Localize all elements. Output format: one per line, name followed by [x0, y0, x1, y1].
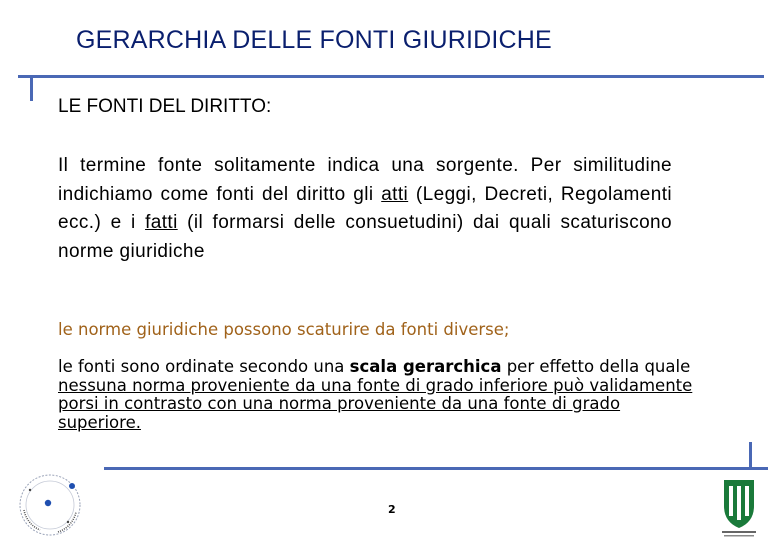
bullet-norme: le norme giuridiche possono scaturire da fonti diverse;: [58, 320, 510, 339]
bullet2-text-2: per effetto della quale: [501, 357, 691, 376]
top-left-tick: [30, 75, 33, 101]
paragraph-text-2: (Leggi, Decreti, Regolamenti ecc.) e i: [58, 183, 672, 233]
fatti-term: fatti: [145, 212, 178, 233]
paragraph-text-3: (il formarsi delle consuetudini) dai quali scaturiscono norme giuridiche: [58, 212, 672, 262]
bullet2-text-1: le fonti sono ordinate secondo una: [58, 357, 350, 376]
bottom-rule: [104, 467, 768, 470]
university-shield-logo: [716, 474, 780, 540]
bullet2-underlined-text: nessuna norma proveniente da una fonte di grado inferiore può validamente porsi in contrasto con una norma proveniente da una fonte di grado superiore.: [58, 375, 693, 432]
atti-term: atti: [381, 183, 409, 205]
bullet-gerarchia: [58, 358, 698, 432]
page-number: 2: [388, 503, 396, 516]
bottom-right-tick: [749, 442, 752, 470]
slide-title: GERARCHIA DELLE FONTI GIURIDICHE: [76, 26, 552, 54]
definition-paragraph: [58, 152, 672, 266]
scala-gerarchica-term: scala gerarchica: [349, 357, 502, 376]
top-rule: [18, 75, 764, 78]
astronomy-institute-logo: [10, 470, 90, 540]
section-heading: LE FONTI DEL DIRITTO:: [58, 96, 272, 117]
paragraph-text-1: Il termine fonte solitamente indica una sorgente. Per similitudine indichiamo come fonti del diritto gli: [58, 155, 672, 205]
